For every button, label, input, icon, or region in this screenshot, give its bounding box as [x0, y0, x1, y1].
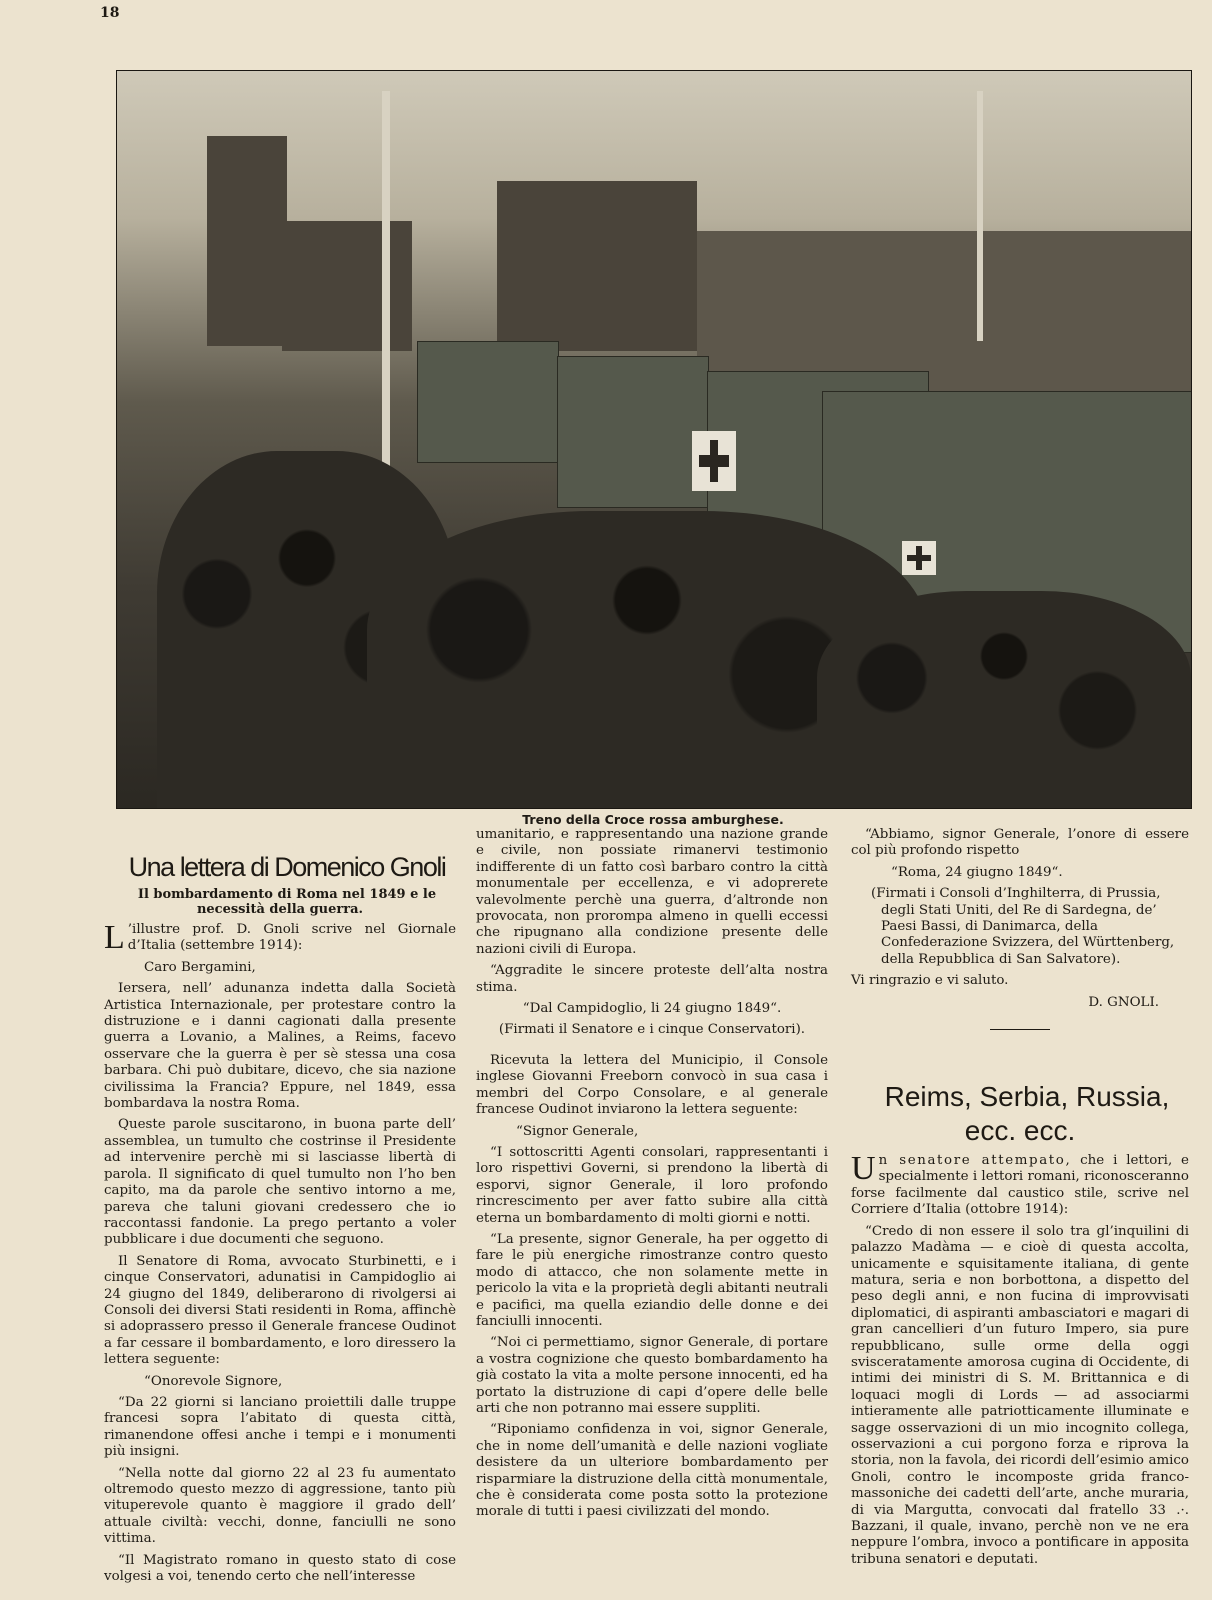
photo-caption: Treno della Croce rossa amburghese.: [522, 812, 784, 827]
warehouse-building: [497, 181, 697, 351]
page-number: 18: [100, 5, 120, 21]
red-cross-emblem: [692, 431, 736, 491]
quote-paragraph: “Nella notte dal giorno 22 al 23 fu aumentato oltremodo questo mezzo di aggressione, tanto più vituperevole quanto è maggiore il grado dell’ attuale civiltà: vecchi, donne, fanciulli ne sono vittima.: [104, 1465, 456, 1547]
quote-paragraph: “I sottoscritti Agenti consolari, rappresentanti i loro rispettivi Governi, si prendono la libertà di esporvi, signor Generale, il loro profondo rincrescimento per aver fatto subire alla città eterna un bombardamento di molti giorni e notti.: [476, 1144, 828, 1226]
train-car: [557, 356, 709, 508]
section-divider: [990, 1029, 1050, 1030]
station-shed: [697, 231, 1191, 391]
column-1: [104, 852, 456, 1590]
article-title: Una lettera di Domenico Gnoli: [128, 852, 446, 882]
drop-cap: U: [851, 1150, 876, 1188]
telegraph-pole: [977, 91, 983, 341]
dateline: “Roma, 24 giugno 1849“.: [891, 864, 1063, 880]
drop-cap: L: [104, 919, 125, 956]
paragraph: Queste parole suscitarono, in buona parte dell’ assemblea, un tumulto che costrinse il Presidente ad intervenire perchè mi si lasciasse libertà di parola. Il significato di quel tumulto non l’ho ben capito, ma da parole che sentivo intorno a me, pareva che taluni giovani credessero che io raccontassi fandonie. La prego pertanto a voler pubblicare i due documenti che seguono.: [104, 1117, 456, 1248]
salutation: “Signor Generale,: [516, 1123, 639, 1139]
salutation: “Onorevole Signore,: [144, 1373, 283, 1389]
paragraph: Ricevuta la lettera del Municipio, il Console inglese Giovanni Freeborn convocò in sua casa i membri del Corpo Consolare, e al generale francese Oudinot inviarono la lettera seguente:: [476, 1052, 828, 1118]
quote-paragraph: “Da 22 giorni si lanciano proiettili dalle truppe francesi sopra l’abitato di questa città, rimanendone offesi anche i tempi e i monumenti più insigni.: [104, 1394, 456, 1460]
paragraph: Il Senatore di Roma, avvocato Sturbinetti, e i cinque Conservatori, adunatisi in Campidoglio ai 24 giugno del 1849, deliberarono di rivolgersi ai Consoli dei diversi Stati residenti in Roma, affinchè si adoprassero presso il Generale francese Oudinot a far cessare il bombardamento, e loro diressero la lettera seguente:: [104, 1253, 456, 1368]
quote-paragraph: “La presente, signor Generale, ha per oggetto di fare le più energiche rimostranze contro questo modo di attacco, che non solamente mette in pericolo la vita e la proprietà degli abitanti neutrali e pacifici, ma quella eziandio delle donne e dei fanciulli innocenti.: [476, 1231, 828, 1329]
lead-paragraph: Un senatore attempato, che i lettori, e specialmente i lettori romani, riconosceranno forse facilmente dal caustico stile, scrive nel Corriere d’Italia (ottobre 1914):: [851, 1150, 1189, 1218]
quote-paragraph: umanitario, e rappresentando una nazione grande e civile, non possiate rimanervi testimonio indifferente di un fatto così barbaro contro la città monumentale per eccellenza, e vi adoprerete valevolmente perchè una guerra, d’altronde non provocata, non prorompa almeno in quelli eccessi che ripugnano alla condizione presente delle nazioni civili di Europa.: [476, 827, 828, 957]
quote-paragraph: “Riponiamo confidenza in voi, signor Generale, che in nome dell’umanità e delle nazioni vogliate desistere da un ulteriore bombardamento per risparmiare la distruzione della città monumentale, che è considerata come posta sotto la protezione morale di tutti i paesi civilizzati del mondo.: [476, 1422, 828, 1520]
signatories: (Firmati il Senatore e i cinque Conservatori).: [498, 1022, 806, 1038]
intro-paragraph: L ’illustre prof. D. Gnoli scrive nel Giornale d’Italia (settembre 1914):: [104, 919, 456, 956]
quote-paragraph: “Noi ci permettiamo, signor Generale, di portare a vostra cognizione che questo bombardamento ha già costato la vita a molte persone innocenti, ed ha portato la distruzione di capi d’opere delle belle arti che non potranno mai essere suppliti.: [476, 1335, 828, 1416]
signature: D. GNOLI.: [1088, 994, 1159, 1010]
paragraph: Iersera, nell’ adunanza indetta dalla Società Artistica Internazionale, per protestare contro la distruzione e i danni cagionati dalla presente guerra a Lovanio, a Malines, a Reims, facevo osservare che la guerra è per sè stessa una cosa barbara. Chi può dubitare, dicevo, che sia nazione civilissima la Francia? Eppure, nel 1849, essa bombardava la nostra Roma.: [104, 981, 456, 1112]
quote-paragraph: “Credo di non essere il solo tra gl’inquilini di palazzo Madàma — e cioè di questa accolta, unicamente e squisitamente italiana, di gente matura, seria e non borbottona, a dispetto del peso degli anni, e non fucina di improvvisati diplomatici, di aspiranti ambasciatori e magari di gran cancellieri d’un futuro Impero, sia pure repubblicano, sulle orme della oggi svisceratamente amorosa cugina di Occidente, di intimi dei ministri di S. M. Brittannica e di loquaci mogli di Lords — ad associarmi intieramente alle patriotticamente illuminate e sagge osservazioni di un mio incognito collega, osservazioni a cui porgono forza e riprova la storia, non la favola, dei ricordi dell’esimio amico Gnoli, contro le incomposte grida franco-massoniche dei cadetti dell’arte, anche muraria, di via Margutta, convocati dal fratello 33 .·. Bazzani, il quale, invano, perchè non ve ne era neppure l’ombra, invoco a pontificare in apposita tribuna senatori e deputati.: [851, 1223, 1189, 1567]
salutation: Caro Bergamini,: [144, 959, 256, 975]
photograph-red-cross-train: [116, 70, 1192, 809]
closing: Vi ringrazio e vi saluto.: [851, 973, 1009, 989]
crowd: [817, 591, 1191, 808]
column-3: [851, 827, 1189, 1573]
station-building: [282, 221, 412, 351]
station-tower: [207, 136, 287, 346]
article-subtitle: Il bombardamento di Roma nel 1849 e le necessità della guerra.: [137, 887, 437, 917]
quote-paragraph: “Abbiamo, signor Generale, l’onore di essere col più profondo rispetto: [851, 827, 1189, 859]
dateline: “Dal Campidoglio, li 24 giugno 1849“.: [522, 1001, 782, 1017]
train-car: [417, 341, 559, 463]
article-title: Reims, Serbia, Russia, ecc. ecc.: [884, 1081, 1170, 1147]
quote-paragraph: “Il Magistrato romano in questo stato di cose volgesi a voi, tenendo certo che nell’interesse: [104, 1552, 456, 1585]
quote-paragraph: “Aggradite le sincere proteste dell’alta nostra stima.: [476, 963, 828, 995]
red-cross-emblem: [902, 541, 936, 575]
signatories: (Firmati i Consoli d’Inghilterra, di Prussia, degli Stati Uniti, del Re di Sardegna, de’ Paesi Bassi, di Danimarca, della Confederazione Svizzera, del Württenberg, della Repubblica di San Salvatore).: [871, 886, 1175, 967]
column-2: [476, 827, 828, 1526]
